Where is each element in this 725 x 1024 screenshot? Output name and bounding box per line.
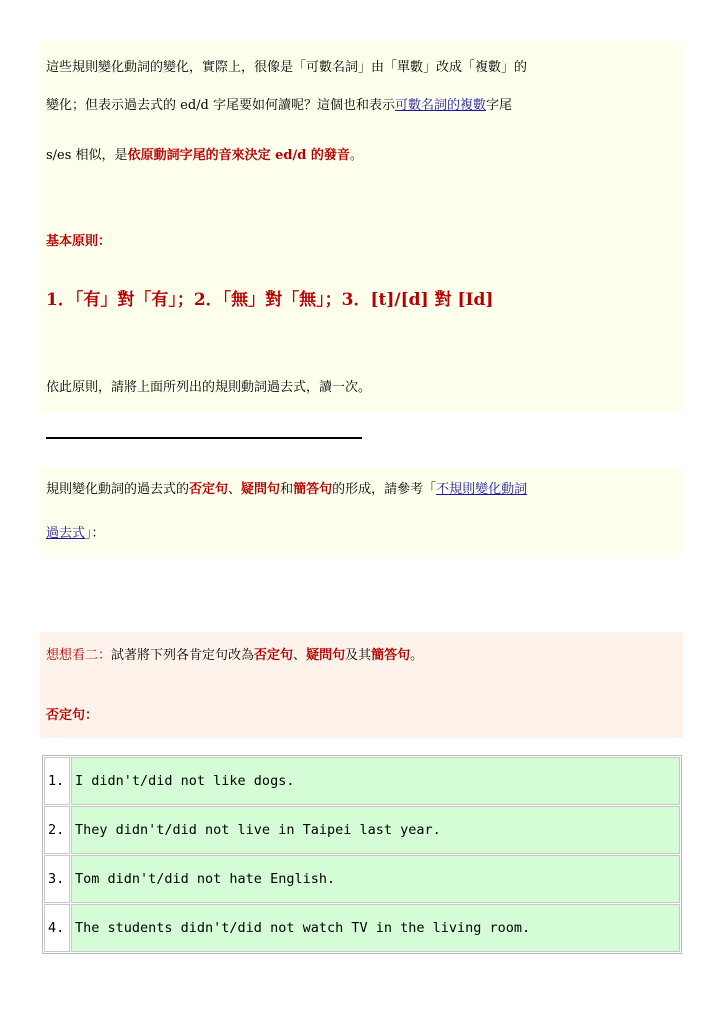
answers-table — [42, 755, 682, 954]
exercise-label: 想想看二： — [46, 648, 112, 663]
answer-text: They didn't/did not live in Taipei last year. — [71, 806, 680, 854]
para1-line1: 這些規則變化動詞的變化，實際上，很像是「可數名詞」由「單數」改成「複數」的 — [46, 60, 528, 75]
basic-principle-rule: 1．「有」對「有」；2．「無」對「無」；3．[t]/[d] 對 [Id] — [46, 290, 494, 310]
instruction-text: 依此原則，請將上面所列出的規則動詞過去式，讀一次。 — [46, 380, 372, 395]
para2-text-b: 的形成，請參考「 — [332, 482, 437, 497]
para1-line3-end: 。 — [349, 148, 363, 163]
para1-line3-text: s/es 相似，是 — [46, 148, 128, 163]
exercise-short: 簡答句 — [371, 648, 411, 663]
para2-end: 」： — [85, 526, 105, 541]
para1-line2-text: 變化；但表示過去式的 ed/d 字尾要如何讀呢？這個也和表示 — [46, 98, 395, 113]
para1-line2-end: 字尾 — [486, 98, 513, 113]
exercise-end: 。 — [410, 648, 424, 663]
para2-and: 和 — [280, 482, 294, 497]
row-number: 1. — [44, 757, 70, 805]
row-number: 4. — [44, 904, 70, 952]
pronunciation-rule-highlight: 依原動詞字尾的音來決定 ed/d 的發音 — [127, 148, 350, 163]
row-number: 3. — [44, 855, 70, 903]
exercise-negative: 否定句 — [254, 648, 294, 663]
answer-text: I didn't/did not like dogs. — [71, 757, 680, 805]
table-row — [44, 904, 680, 952]
exercise-and: 及其 — [345, 648, 372, 663]
table-row — [44, 855, 680, 903]
irregular-verbs-link[interactable]: 不規則變化動詞 — [436, 482, 528, 497]
answer-text: The students didn't/did not watch TV in the living room. — [71, 904, 680, 952]
negative-term: 否定句 — [189, 482, 229, 497]
question-term: 疑問句 — [241, 482, 281, 497]
para2-line1 — [46, 480, 527, 500]
past-tense-link[interactable]: 過去式 — [46, 526, 86, 541]
answer-text: Tom didn't/did not hate English. — [71, 855, 680, 903]
basic-principle-heading: 基本原則： — [46, 234, 112, 249]
para1-line3 — [46, 146, 363, 166]
exercise-question: 疑問句 — [306, 648, 346, 663]
short-answer-term: 簡答句 — [293, 482, 333, 497]
plural-noun-link[interactable]: 可數名詞的複數 — [394, 98, 486, 113]
para2-line2 — [46, 524, 105, 544]
row-number: 2. — [44, 806, 70, 854]
negative-heading: 否定句： — [46, 708, 99, 723]
exercise-sep: 、 — [293, 648, 307, 663]
exercise-line — [46, 646, 423, 666]
table-row — [44, 757, 680, 805]
para1-line2 — [46, 96, 512, 116]
table-row — [44, 806, 680, 854]
exercise-text: 試著將下列各肯定句改為 — [111, 648, 255, 663]
para2-text: 規則變化動詞的過去式的 — [46, 482, 190, 497]
divider-line — [46, 437, 362, 439]
para2-sep: 、 — [228, 482, 242, 497]
